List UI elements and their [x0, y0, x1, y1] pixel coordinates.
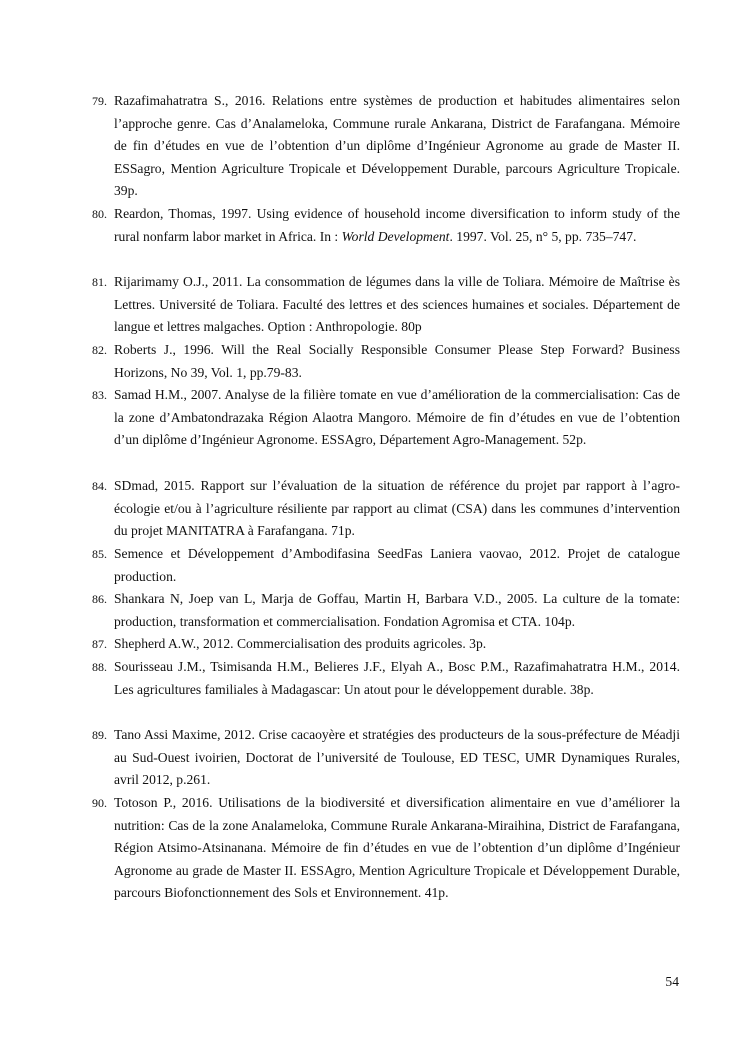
reference-item — [92, 724, 680, 792]
reference-text: Tano Assi Maxime, 2012. Crise cacaoyère et stratégies des producteurs de la sous-préfecture de Méadji au Sud-Ouest ivoirien, Doctorat de l’université de Toulouse, ED TESC, UMR Dynamiques Rurales, avril 2012, p.261. — [114, 727, 680, 788]
reference-item — [92, 656, 680, 724]
reference-text: Shepherd A.W., 2012. Commercialisation des produits agricoles. 3p. — [114, 636, 487, 651]
reference-number: 81. — [92, 275, 107, 289]
reference-number: 82. — [92, 343, 107, 357]
reference-number: 89. — [92, 728, 107, 742]
reference-text: Sourisseau J.M., Tsimisanda H.M., Belieres J.F., Elyah A., Bosc P.M., Razafimahatratra H.M., 2014. Les agricultures familiales à Madagascar: Un atout pour le développement durable. 38p. — [114, 659, 680, 697]
reference-item — [92, 384, 680, 475]
reference-number: 86. — [92, 592, 107, 606]
reference-number: 87. — [92, 637, 107, 651]
reference-item — [92, 792, 680, 928]
reference-item — [92, 90, 680, 203]
page-number: 54 — [665, 974, 679, 989]
reference-text: SDmad, 2015. Rapport sur l’évaluation de la situation de référence du projet par rapport à l’agro-écologie et/ou à l’agriculture résiliente par rapport au climat (CSA) dans les communes d’intervention du projet MANITATRA à Farafangana. 71p. — [114, 478, 680, 539]
reference-number: 88. — [92, 660, 107, 674]
reference-text: Semence et Développement d’Ambodifasina SeedFas Laniera vaovao, 2012. Projet de catalogue production. — [114, 546, 680, 584]
reference-number: 85. — [92, 547, 107, 561]
reference-number: 83. — [92, 388, 107, 402]
reference-item — [92, 271, 680, 339]
journal-title: World Development — [341, 228, 450, 244]
reference-text: Totoson P., 2016. Utilisations de la biodiversité et diversification alimentaire en vue d’améliorer la nutrition: Cas de la zone Analameloka, Commune Rurale Ankarana-Miraihina, District de Farafangana, Région Atsimo-Atsinanana. Mémoire de fin d’études en vue de l’obtention d’un diplôme d’Ingénieur Agronome au grade de Master II. ESSAgro, Mention Agriculture Tropicale et Développement Durable, parcours Biofonctionnement des Sols et Environnement. 41p. — [114, 795, 680, 901]
reference-text: Roberts J., 1996. Will the Real Socially Responsible Consumer Please Step Forward? Business Horizons, No 39, Vol. 1, pp.79-83. — [114, 342, 680, 380]
reference-list — [92, 90, 680, 928]
reference-item — [92, 339, 680, 384]
reference-text: Shankara N, Joep van L, Marja de Goffau, Martin H, Barbara V.D., 2005. La culture de la tomate: production, transformation et commercialisation. Fondation Agromisa et CTA. 104p. — [114, 591, 680, 629]
reference-item — [92, 588, 680, 633]
reference-number: 79. — [92, 94, 107, 108]
reference-number: 80. — [92, 207, 107, 221]
reference-item — [92, 475, 680, 543]
reference-number: 90. — [92, 796, 107, 810]
reference-text: Reardon, Thomas, 1997. Using evidence of household income diversification to inform study of the rural nonfarm labor market in Africa. In : World Development. 1997. Vol. 25, n° 5, pp. 735–747. — [114, 206, 680, 244]
reference-text: Rijarimamy O.J., 2011. La consommation de légumes dans la ville de Toliara. Mémoire de Maîtrise ès Lettres. Université de Toliara. Faculté des lettres et des sciences humaines et sociales. Département de langue et lettres malgaches. Option : Anthropologie. 80p — [114, 274, 680, 335]
reference-item — [92, 203, 680, 271]
reference-text: Samad H.M., 2007. Analyse de la filière tomate en vue d’amélioration de la commercialisation: Cas de la zone d’Ambatondrazaka Région Alaotra Mangoro. Mémoire de fin d’études en vue de l’obtention d’un diplôme d’Ingénieur Agronome. ESSAgro, Département Agro-Management. 52p. — [114, 387, 680, 448]
reference-item — [92, 633, 680, 656]
reference-text: Razafimahatratra S., 2016. Relations entre systèmes de production et habitudes alimentaires selon l’approche genre. Cas d’Analameloka, Commune rurale Ankarana, District de Farafangana. Mémoire de fin d’études en vue de l’obtention d’un diplôme d’Ingénieur Agronome au grade de Master II. ESSagro, Mention Agriculture Tropicale et Développement Durable, parcours Agriculture Tropicale. 39p. — [114, 93, 680, 199]
reference-number: 84. — [92, 479, 107, 493]
reference-item — [92, 543, 680, 588]
